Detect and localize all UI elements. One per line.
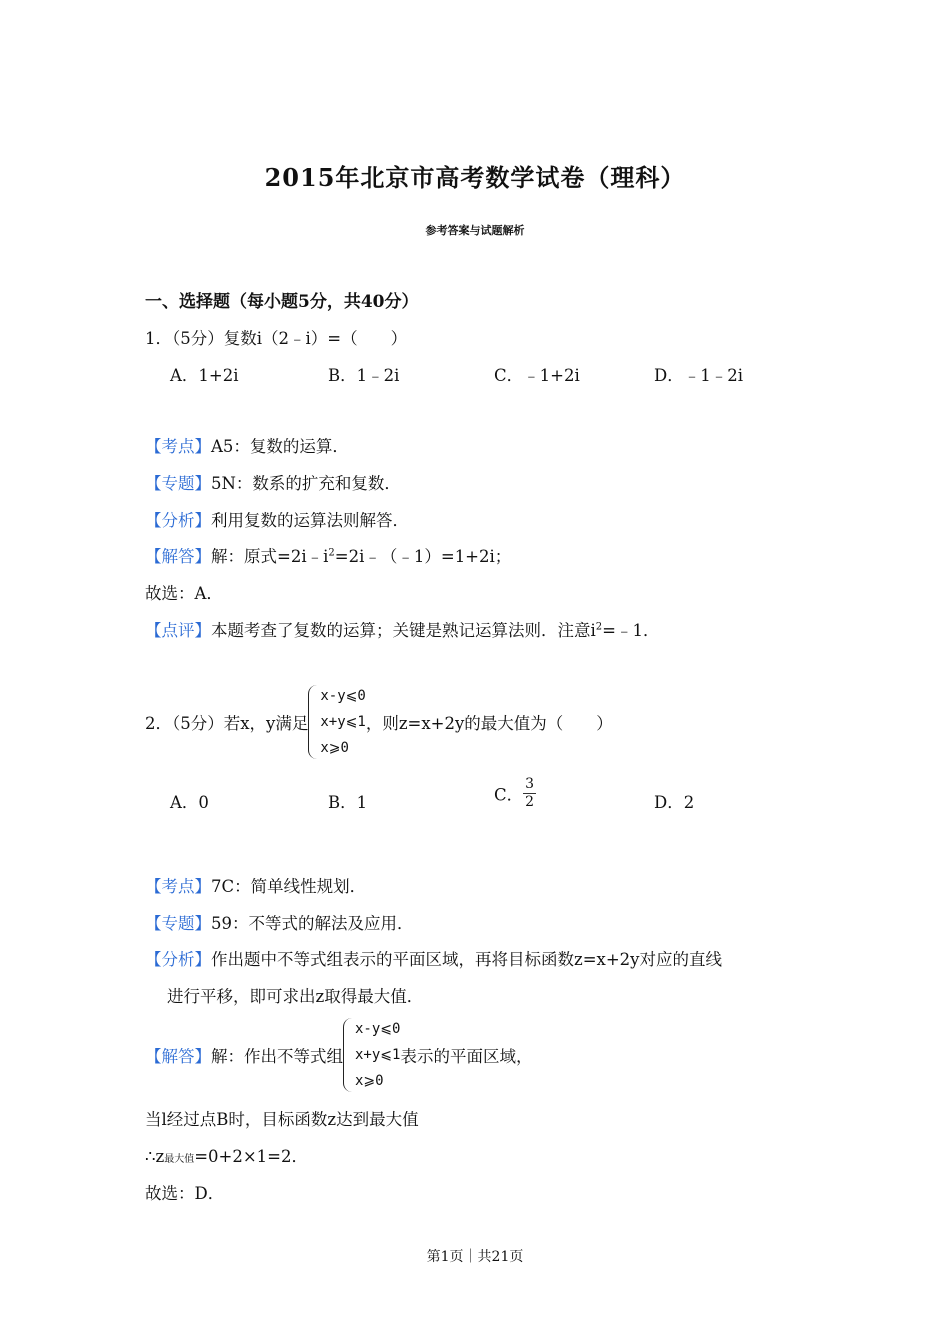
brace-icon: [308, 685, 317, 759]
q2-inequality-system: [308, 683, 365, 761]
q2-stem-b: ，则z=x+2y的最大值为（ ）: [365, 714, 613, 733]
system-row-2: x+y⩽1: [355, 1047, 401, 1063]
zhuanti-text: 5N：数系的扩充和复数．: [211, 474, 401, 493]
q1-option-d: D．﹣1﹣2i: [654, 366, 744, 385]
kaodian-text: A5：复数的运算．: [211, 437, 349, 456]
q1-fenxi: [145, 507, 409, 531]
fenxi-tag: 【分析】: [145, 950, 211, 969]
q2-kaodian: [145, 873, 366, 897]
q2-option-b: B．1: [328, 793, 368, 812]
dianping-text-b: =﹣1．: [602, 621, 660, 640]
kaodian-text: 7C：简单线性规划．: [211, 877, 367, 896]
q1-stem: 1．（5分）复数i（2﹣i）=（ ）: [145, 329, 408, 348]
dianping-text-a: 本题考查了复数的运算；关键是熟记运算法则．注意i: [211, 621, 596, 640]
fraction-numerator: 3: [525, 776, 535, 792]
zhuanti-text: 59：不等式的解法及应用．: [211, 914, 414, 933]
q2-guxuan: 故选：D．: [145, 1184, 225, 1203]
fenxi-text-1: 作出题中不等式组表示的平面区域，再将目标函数z=x+2y对应的直线: [211, 950, 722, 969]
q1-option-c: C．﹣1+2i: [494, 366, 580, 385]
q1-guxuan: 故选：A．: [145, 584, 223, 603]
q1-option-a: A．1+2i: [170, 366, 239, 385]
q2-fenxi-cont: 进行平移，即可求出z取得最大值．: [167, 987, 424, 1006]
q1-kaodian: [145, 433, 349, 457]
fenxi-tag: 【分析】: [145, 511, 211, 530]
q2-zhuanti: [145, 910, 414, 934]
system-row-2: x+y⩽1: [320, 714, 366, 730]
jieda-text-a: 解：作出不等式组: [211, 1047, 343, 1066]
system-row-1: x-y⩽0: [320, 688, 366, 704]
result-sub: 最大值: [164, 1154, 195, 1165]
q1-jieda: [145, 543, 511, 567]
q2-jieda-inequality-system: [343, 1016, 400, 1094]
zhuanti-tag: 【专题】: [145, 474, 211, 493]
system-row-3: x⩾0: [355, 1073, 384, 1089]
page-footer: 第1页｜共21页: [426, 1249, 524, 1265]
fraction-denominator: 2: [525, 794, 535, 810]
dianping-tag: 【点评】: [145, 621, 211, 640]
q2-option-a: A．0: [170, 793, 209, 812]
result-text-a: ∴z: [145, 1147, 165, 1166]
system-row-1: x-y⩽0: [355, 1021, 401, 1037]
q2-line-b: 当l经过点B时，目标函数z达到最大值: [145, 1110, 419, 1129]
system-row-3: x⩾0: [320, 740, 349, 756]
q2-option-c-label: C．: [494, 785, 524, 805]
jieda-tag: 【解答】: [145, 1047, 211, 1066]
jieda-text-a: 解：原式=2i﹣i: [211, 547, 329, 566]
q1-zhuanti: [145, 470, 401, 494]
section-heading: 一、选择题（每小题5分，共40分）: [145, 292, 419, 312]
jieda-sup: 2: [328, 547, 335, 559]
fenxi-text: 利用复数的运算法则解答．: [211, 511, 409, 530]
zhuanti-tag: 【专题】: [145, 914, 211, 933]
dianping-sup: 2: [595, 621, 603, 633]
kaodian-tag: 【考点】: [145, 437, 211, 456]
q2-option-c-fraction: [523, 776, 536, 811]
q1-option-b: B．1﹣2i: [328, 366, 400, 385]
q2-fenxi: [145, 946, 722, 970]
page-title: 2015年北京市高考数学试卷（理科）: [264, 163, 686, 192]
jieda-text-b: 表示的平面区域，: [400, 1047, 533, 1066]
q2-option-c: [494, 776, 536, 811]
q2-jieda: [145, 1016, 532, 1094]
page-subtitle: 参考答案与试题解析: [425, 224, 525, 237]
result-text-b: =0+2×1=2．: [194, 1147, 308, 1166]
q2-result: [145, 1143, 308, 1167]
q1-dianping: [145, 617, 659, 641]
q2-stem: [145, 683, 613, 761]
kaodian-tag: 【考点】: [145, 877, 211, 896]
q2-option-d: D．2: [654, 793, 695, 812]
q2-stem-a: 2．（5分）若x，y满足: [145, 714, 309, 733]
jieda-text-b: =2i﹣（﹣1）=1+2i；: [334, 547, 512, 566]
jieda-tag: 【解答】: [145, 547, 211, 566]
brace-icon: [343, 1018, 352, 1092]
